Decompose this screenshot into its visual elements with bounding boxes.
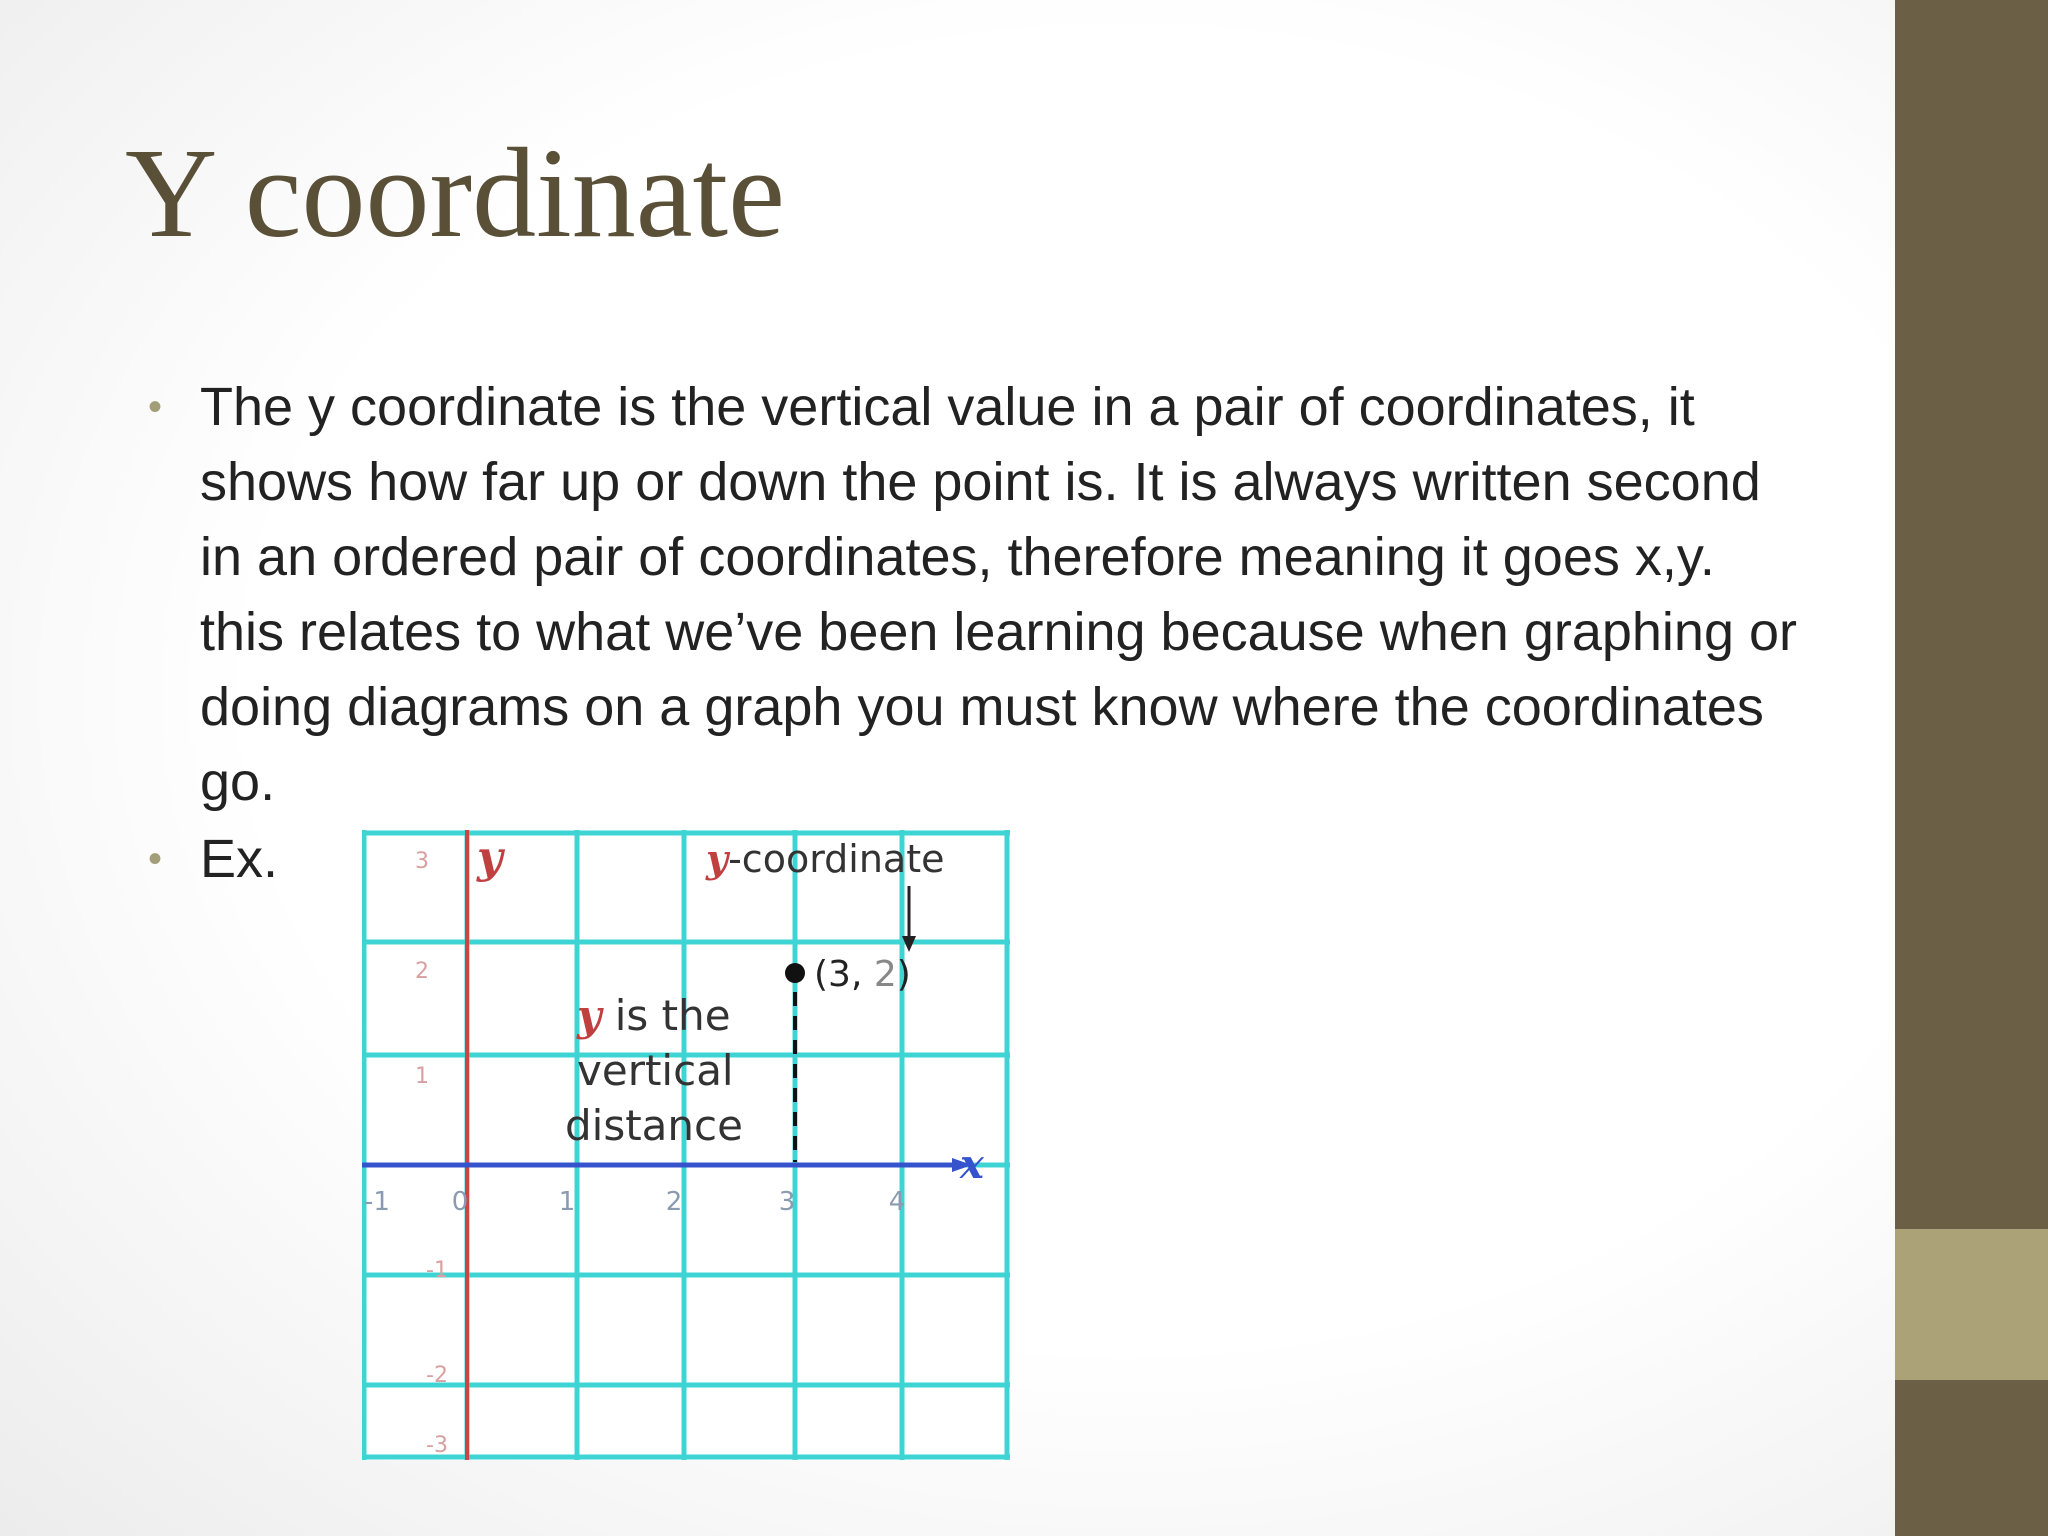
slide-title: Y coordinate	[125, 122, 785, 264]
x-tick-label: 1	[558, 1187, 576, 1217]
x-axis-label: x	[960, 1141, 984, 1188]
point-label-open: (3,	[814, 954, 874, 995]
y-tick-label: -2	[426, 1363, 448, 1388]
coordinate-diagram	[362, 830, 1010, 1460]
distance-label-rest: is the	[601, 991, 731, 1040]
y-tick-label: -3	[426, 1433, 448, 1458]
y-tick-label: 3	[415, 849, 429, 874]
point-label	[814, 954, 911, 995]
y-axis-label: y	[477, 832, 503, 883]
bullet-text: The y coordinate is the vertical value in a pair of coordinates, it shows how far up or down the point is. It is always written second in an ordered pair of coordinates, therefore meaning it goes x,y. this relates to what we’ve been learning because when graphing or doing diagrams on a graph you must know where the coordinates go.	[200, 377, 1798, 812]
y-tick-label: 2	[415, 959, 429, 984]
point-marker	[785, 963, 805, 983]
x-tick-label: 4	[888, 1187, 906, 1217]
x-tick-label: 3	[778, 1187, 796, 1217]
x-tick-label: 0	[451, 1187, 469, 1217]
annotation-variable: y	[706, 836, 729, 881]
bullet-definition	[148, 370, 1808, 820]
x-tick-label: -1	[364, 1187, 390, 1217]
bullet-marker-icon: •	[148, 837, 163, 881]
point-label-close: )	[896, 954, 911, 995]
sidebar-accent	[1895, 1229, 2048, 1380]
y-tick-label: -1	[426, 1258, 448, 1283]
y-tick-label: 1	[415, 1064, 429, 1089]
bullet-list	[148, 370, 1808, 897]
bullet-text: Ex.	[200, 829, 279, 889]
distance-label-variable: y	[577, 991, 602, 1040]
annotation-text: -coordinate	[728, 837, 945, 881]
bullet-marker-icon: •	[148, 385, 163, 429]
distance-label-line2: vertical	[577, 1046, 734, 1095]
x-tick-label: 2	[665, 1187, 683, 1217]
point-label-y: 2	[873, 954, 897, 995]
distance-label-line1	[576, 991, 731, 1040]
y-coordinate-annotation	[705, 836, 944, 881]
distance-label-line3: distance	[565, 1101, 743, 1150]
